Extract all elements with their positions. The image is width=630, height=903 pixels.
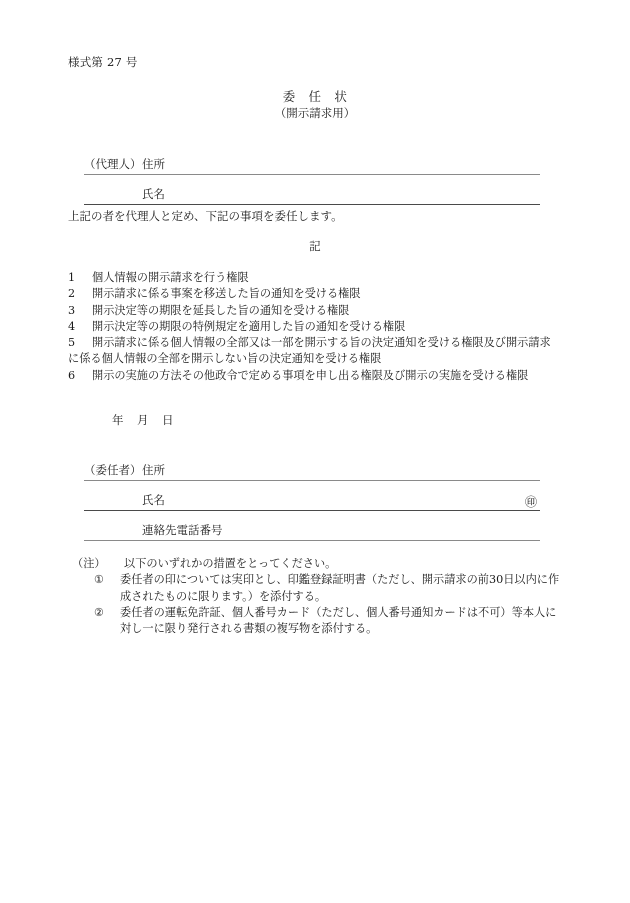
note-continuation: 成されたものに限ります。）を添付する。	[120, 589, 327, 603]
agent-field-group	[84, 152, 540, 205]
note-item	[94, 572, 572, 605]
notes-section	[72, 556, 572, 637]
list-item	[68, 368, 568, 384]
list-item-number: 3	[68, 303, 76, 317]
agent-address-input[interactable]	[167, 154, 540, 174]
delegator-name-row[interactable]	[84, 488, 540, 511]
notes-label: （注）	[72, 557, 106, 570]
delegator-address-row[interactable]	[84, 458, 540, 481]
agent-address-row[interactable]	[84, 152, 540, 175]
document-title-block	[0, 88, 630, 122]
list-item-text: 開示請求に係る個人情報の全部又は一部を開示する旨の決定通知を受ける権限及び開示請求	[92, 336, 551, 350]
list-item	[68, 319, 568, 335]
list-item-number: 4	[68, 319, 76, 333]
delegator-address-label: 住所	[142, 463, 165, 477]
list-item	[68, 270, 568, 286]
agent-address-label: 住所	[142, 157, 165, 171]
delegator-phone-row[interactable]	[84, 518, 540, 541]
notes-heading-text: 以下のいずれかの措置をとってください。	[124, 557, 337, 570]
list-item-text: 開示請求に係る事案を移送した旨の通知を受ける権限	[92, 287, 361, 301]
delegator-field-group	[84, 458, 540, 541]
authority-list	[68, 270, 568, 384]
note-marker: ①	[94, 573, 105, 587]
delegator-paren-label: （委任者）	[84, 463, 142, 477]
page-subtitle: （開示請求用）	[274, 106, 356, 120]
delegator-phone-label: 連絡先電話番号	[142, 523, 223, 537]
record-heading: 記	[309, 239, 321, 253]
list-item-text: 個人情報の開示請求を行う権限	[92, 271, 249, 284]
page-title: 委 任 状	[282, 89, 348, 104]
list-item-number: 1	[68, 271, 76, 284]
list-item-number: 5	[68, 336, 76, 350]
note-text: 委任者の運転免許証、個人番号カード（ただし、個人番号通知カードは不可）等本人に	[120, 605, 557, 619]
list-item-text: 開示決定等の期限の特例規定を適用した旨の通知を受ける権限	[92, 319, 406, 333]
date-line[interactable]: 年 月 日	[112, 413, 175, 427]
form-number: 様式第 27 号	[68, 55, 138, 69]
list-item-text: 開示の実施の方法その他政令で定める事項を申し出る権限及び開示の実施を受ける権限	[92, 368, 529, 382]
note-marker: ②	[94, 605, 105, 619]
list-item-number: 2	[68, 287, 76, 301]
note-continuation: 対し一に限り発行される書類の複写物を添付する。	[120, 622, 378, 636]
note-text: 委任者の印については実印とし、印鑑登録証明書（ただし、開示請求の前30日以内に作	[120, 573, 560, 587]
delegator-name-input[interactable]	[167, 490, 540, 510]
note-item	[94, 605, 572, 638]
notes-heading-row	[72, 556, 572, 572]
list-item	[68, 286, 568, 302]
delegator-phone-input[interactable]	[225, 520, 541, 540]
delegation-statement: 上記の者を代理人と定め、下記の事項を委任します。	[68, 209, 343, 223]
delegator-address-input[interactable]	[167, 460, 540, 480]
agent-name-input[interactable]	[167, 184, 540, 204]
list-item	[68, 303, 568, 319]
list-item-text: 開示決定等の期限を延長した旨の通知を受ける権限	[92, 303, 350, 317]
agent-paren-label: （代理人）	[84, 157, 142, 171]
list-item-continuation: に係る個人情報の全部を開示しない旨の決定通知を受ける権限	[68, 352, 382, 366]
seal-mark-icon: ㊞	[524, 495, 537, 509]
list-item	[68, 335, 568, 368]
agent-name-label: 氏名	[142, 187, 165, 201]
list-item-number: 6	[68, 368, 76, 382]
agent-name-row[interactable]	[84, 182, 540, 205]
delegator-name-label: 氏名	[142, 493, 165, 507]
